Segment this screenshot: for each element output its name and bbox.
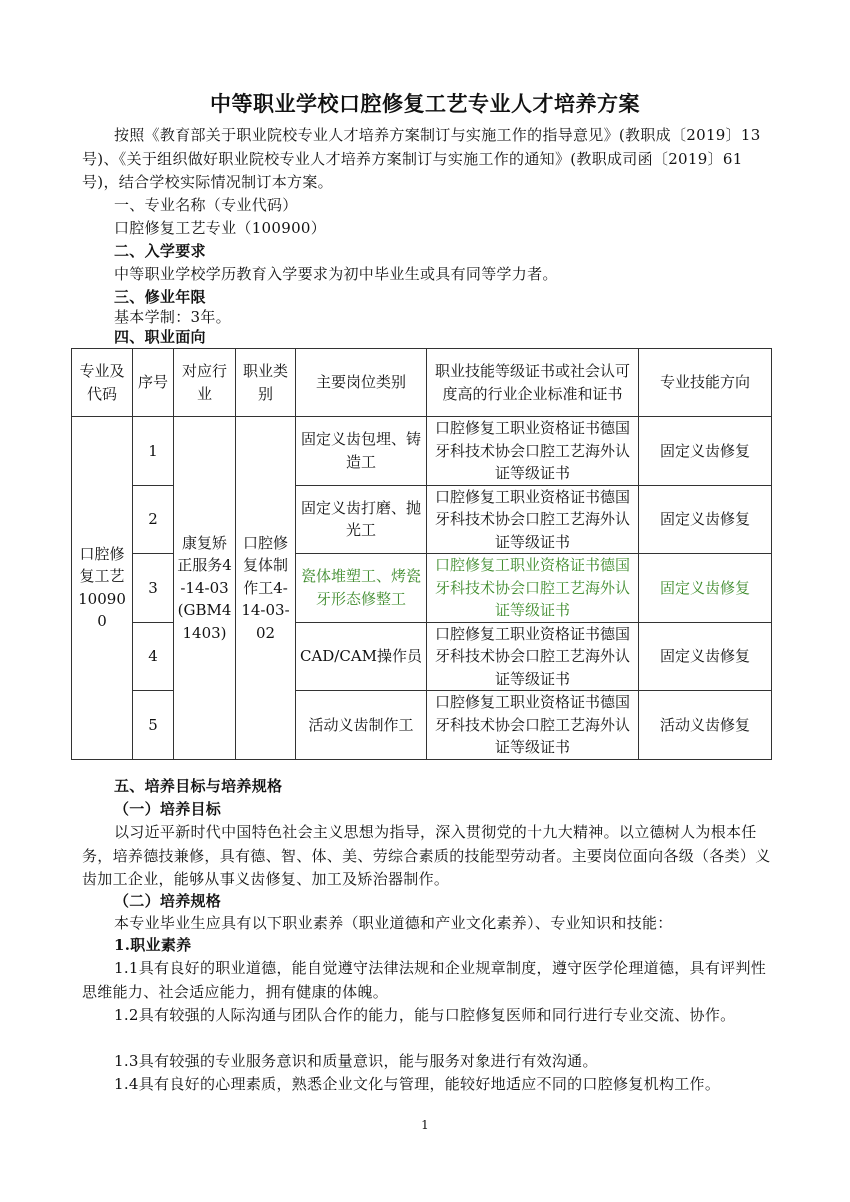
list-item: 1.1具有良好的职业道德，能自觉遵守法律法规和企业规章制度，遵守医学伦理道德，具有评判性思维能力、社会适应能力，拥有健康的体魄。 bbox=[82, 959, 767, 1001]
industry-cell: 康复矫正服务4-14-03(GBM41403) bbox=[174, 417, 236, 760]
row-number: 2 bbox=[133, 485, 174, 554]
major-cell: 口腔修复工艺100900 bbox=[72, 417, 133, 760]
table-header-row bbox=[72, 349, 772, 417]
row-number: 5 bbox=[133, 691, 174, 760]
row-number: 4 bbox=[133, 622, 174, 691]
section2-heading: 二、入学要求 bbox=[114, 242, 206, 260]
header-direction: 专业技能方向 bbox=[639, 349, 772, 417]
direction-cell: 固定义齿修复 bbox=[639, 417, 772, 486]
row-number: 1 bbox=[133, 417, 174, 486]
post-cell: 活动义齿制作工 bbox=[296, 691, 427, 760]
section3-heading: 三、修业年限 bbox=[114, 288, 206, 306]
direction-cell: 固定义齿修复 bbox=[639, 554, 772, 623]
item1-heading: 1.职业素养 bbox=[114, 936, 192, 954]
certificate-cell: 口腔修复工职业资格证书德国牙科技术协会口腔工艺海外认证等级证书 bbox=[427, 554, 639, 623]
list-item: 1.4具有良好的心理素质，熟悉企业文化与管理，能较好地适应不同的口腔修复机构工作。 bbox=[114, 1075, 721, 1093]
table-row bbox=[72, 417, 772, 486]
post-cell: 固定义齿包埋、铸造工 bbox=[296, 417, 427, 486]
row-number: 3 bbox=[133, 554, 174, 623]
header-number: 序号 bbox=[133, 349, 174, 417]
direction-cell: 活动义齿修复 bbox=[639, 691, 772, 760]
header-post: 主要岗位类别 bbox=[296, 349, 427, 417]
section4-heading: 四、职业面向 bbox=[114, 328, 206, 346]
document-title: 中等职业学校口腔修复工艺专业人才培养方案 bbox=[210, 91, 640, 116]
header-industry: 对应行业 bbox=[174, 349, 236, 417]
sub2-heading: （二）培养规格 bbox=[114, 892, 222, 910]
post-cell: 瓷体堆塑工、烤瓷牙形态修整工 bbox=[296, 554, 427, 623]
section1-heading: 一、专业名称（专业代码） bbox=[114, 196, 298, 214]
section1-text: 口腔修复工艺专业（100900） bbox=[114, 219, 327, 237]
section3-text: 基本学制：3年。 bbox=[114, 308, 231, 326]
post-cell: CAD/CAM操作员 bbox=[296, 622, 427, 691]
intro-paragraph: 按照《教育部关于职业院校专业人才培养方案制订与实施工作的指导意见》(教职成〔2019〕13号)、《关于组织做好职业院校专业人才培养方案制订与实施工作的通知》(教职成司函〔2019〕61号)，结合学校实际情况制订本方案。 bbox=[82, 126, 761, 191]
sub2-paragraph: 本专业毕业生应具有以下职业素养（职业道德和产业文化素养）、专业知识和技能： bbox=[114, 914, 673, 932]
certificate-cell: 口腔修复工职业资格证书德国牙科技术协会口腔工艺海外认证等级证书 bbox=[427, 417, 639, 486]
direction-cell: 固定义齿修复 bbox=[639, 622, 772, 691]
header-category: 职业类别 bbox=[236, 349, 296, 417]
certificate-cell: 口腔修复工职业资格证书德国牙科技术协会口腔工艺海外认证等级证书 bbox=[427, 485, 639, 554]
sub1-heading: （一）培养目标 bbox=[114, 800, 222, 818]
section5-heading: 五、培养目标与培养规格 bbox=[114, 777, 283, 795]
page-number: 1 bbox=[421, 1118, 429, 1132]
section2-text: 中等职业学校学历教育入学要求为初中毕业生或具有同等学力者。 bbox=[114, 265, 558, 283]
list-item: 1.2具有较强的人际沟通与团队合作的能力，能与口腔修复医师和同行进行专业交流、协作。 bbox=[114, 1006, 736, 1024]
career-table bbox=[71, 348, 772, 760]
post-cell: 固定义齿打磨、抛光工 bbox=[296, 485, 427, 554]
certificate-cell: 口腔修复工职业资格证书德国牙科技术协会口腔工艺海外认证等级证书 bbox=[427, 691, 639, 760]
category-cell: 口腔修复体制作工4-14-03-02 bbox=[236, 417, 296, 760]
header-certificate: 职业技能等级证书或社会认可度高的行业企业标准和证书 bbox=[427, 349, 639, 417]
header-major: 专业及代码 bbox=[72, 349, 133, 417]
direction-cell: 固定义齿修复 bbox=[639, 485, 772, 554]
sub1-paragraph: 以习近平新时代中国特色社会主义思想为指导，深入贯彻党的十九大精神。以立德树人为根本任务，培养德技兼修，具有德、智、体、美、劳综合素质的技能型劳动者。主要岗位面向各级（各类）义齿加工企业，能够从事义齿修复、加工及矫治器制作。 bbox=[82, 823, 771, 888]
certificate-cell: 口腔修复工职业资格证书德国牙科技术协会口腔工艺海外认证等级证书 bbox=[427, 622, 639, 691]
list-item: 1.3具有较强的专业服务意识和质量意识，能与服务对象进行有效沟通。 bbox=[114, 1052, 598, 1070]
